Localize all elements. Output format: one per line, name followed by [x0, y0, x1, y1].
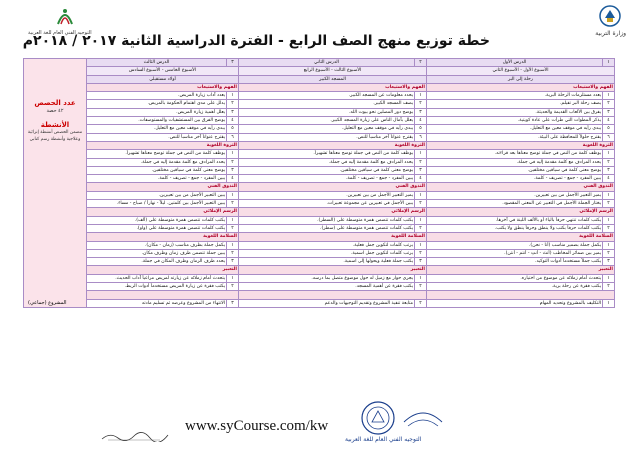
objective-number: ٢	[415, 299, 427, 307]
objective-number: ١	[603, 241, 615, 249]
objective-number: ٣	[415, 166, 427, 174]
website-url: www.syCourse.com/kw	[185, 418, 329, 434]
objective-number: ٣	[227, 258, 239, 266]
objective-number: ١	[415, 150, 427, 158]
section-title	[427, 291, 615, 299]
section-title: التذوق الفني	[239, 183, 427, 191]
objective-number: ٣	[227, 108, 239, 116]
objective-number: ١	[603, 274, 615, 282]
lesson-name: الدرس الأول	[427, 59, 603, 67]
objective-number: ٢	[603, 200, 615, 208]
objective-row	[24, 299, 615, 307]
objective-text: يرتب كلمات لتكوين جمل فعلية.	[239, 241, 415, 249]
objective-row	[24, 274, 615, 282]
lesson-number: ٣	[227, 59, 239, 67]
objective-row	[24, 92, 615, 100]
objective-number: ٣	[415, 108, 427, 116]
objective-row	[24, 200, 615, 208]
objective-text: يعلل أهمية زيارة المريض.	[87, 108, 227, 116]
ministry-logo-icon	[598, 4, 622, 28]
objective-number: ٢	[603, 224, 615, 232]
objective-number: ٥	[227, 125, 239, 133]
objective-number: ٤	[415, 117, 427, 125]
objective-number: ١	[227, 216, 239, 224]
lesson-topic: المسجد الكبير	[239, 75, 427, 83]
lesson-name: الدرس الثالث	[87, 59, 227, 67]
section-title	[87, 291, 239, 299]
objective-number: ٢	[415, 283, 427, 291]
lesson-weeks: الأسبوع الأول - الأسبوع الثاني	[427, 67, 615, 75]
objective-number: ٢	[603, 283, 615, 291]
objective-number: ٤	[227, 175, 239, 183]
objective-text: يبين جملة تتضمن ظرف زمان وظرف مكان.	[87, 249, 227, 257]
lesson-weeks: الأسبوع الثالث - الأسبوع الرابع	[239, 67, 427, 75]
lesson-number: ٢	[415, 59, 427, 67]
section-header-row	[24, 266, 615, 274]
section-title: الرسم الإملائي	[239, 208, 427, 216]
objective-text: يعلل بآمال الناس على زيارة المسجد الكبير.	[239, 117, 415, 125]
section-header-row	[24, 208, 615, 216]
objective-text: يقترح حلولاً للمحافظة على البيئة.	[427, 133, 603, 141]
seal-caption: التوجيه الفني العام للغة العربية	[345, 436, 422, 443]
objective-number: ٣	[603, 108, 615, 116]
lessons-row	[24, 59, 615, 67]
objective-row	[24, 158, 615, 166]
objective-text: يوضح الفرق بين المستشفيات والمستوصفات.	[87, 117, 227, 125]
objective-number: ١	[415, 241, 427, 249]
objective-number: ١	[603, 150, 615, 158]
objective-text: يحدد معلومات عن المسجد الكبير.	[239, 92, 415, 100]
objective-text: يقترح عنواناً آخر مناسباً للنص.	[239, 133, 415, 141]
objective-text: يبين التعبير الأجمل بين كلمتين. ليلاً - نهاراً / صباح - مساء.	[87, 200, 227, 208]
objective-text: يبين المفرد - جمع - تصريف - كلمة.	[239, 175, 415, 183]
objective-text: يكتب كلمات تتضمن همزة متوسطة على (واو).	[87, 224, 227, 232]
activities-text: تتضمن الحصص أنشطة إثرائية وعلاجية وأنشطة رسم كتابي	[27, 130, 83, 142]
objective-text: يوضح معنى كلمة في سياقين مختلفين.	[239, 166, 415, 174]
sessions-count-title: عدد الحصص	[34, 99, 76, 107]
objective-number: ٣	[603, 258, 615, 266]
objective-number: ١	[415, 274, 427, 282]
objective-row	[24, 241, 615, 249]
objective-number: ٣	[415, 258, 427, 266]
section-title: السلامة اللغوية	[239, 233, 427, 241]
objective-text: يميز التعبير الأجمل من بين تعبيرين.	[239, 191, 415, 199]
objective-number: ٤	[603, 175, 615, 183]
objective-text: يبين المفرد - جمع - تصريف - كلمة.	[87, 175, 227, 183]
stamp-icon	[400, 402, 446, 434]
objective-number: ٥	[415, 125, 427, 133]
objective-number: ٤	[415, 175, 427, 183]
objective-row	[24, 125, 615, 133]
objective-text: يكتب كلمات حرفاً بكتب ولا ينطق وحرفاً ينطق ولا يكتب.	[427, 224, 603, 232]
objective-text: يفرق بين الألعاب القديمة والحديثة.	[427, 108, 603, 116]
objective-text: يكتب كلمات تتضمن همزة متوسطة على (السطر).	[239, 216, 415, 224]
objective-row	[24, 133, 615, 141]
objective-row	[24, 258, 615, 266]
section-title	[239, 291, 427, 299]
section-title: الثروة اللغوية	[239, 141, 427, 149]
section-title: السلامة اللغوية	[427, 233, 615, 241]
section-header-row	[24, 141, 615, 149]
section-title: الثروة اللغوية	[87, 141, 239, 149]
objective-row	[24, 216, 615, 224]
objective-text: يتحدث أمام زملائه عن موضوع من اختياره.	[427, 274, 603, 282]
objective-number: ١	[603, 216, 615, 224]
objective-number: ٤	[603, 117, 615, 125]
objective-text: يبدي رأيه في موقف معين مع التعليل.	[427, 125, 603, 133]
objective-row	[24, 150, 615, 158]
objective-text: يوضح دور المصلين نحو بيوت الله.	[239, 108, 415, 116]
objective-number: ١	[227, 150, 239, 158]
objective-row	[24, 224, 615, 232]
objective-text: يجري حوار مع زميل له حول موضوع متصل بما درسه.	[239, 274, 415, 282]
objective-text: يكتب كلمات تتضمن همزة متوسطة على (سطر).	[239, 224, 415, 232]
objective-text: يصف المسجد الكبير.	[239, 100, 415, 108]
objective-row	[24, 108, 615, 116]
objective-text: يكتب فقرة عن أهمية المسجد.	[239, 283, 415, 291]
objective-number: ٢	[603, 100, 615, 108]
lesson-topic: رحلة إلى البر	[427, 75, 615, 83]
objective-number: ٢	[227, 283, 239, 291]
section-title: التعبير	[239, 266, 427, 274]
objective-row	[24, 166, 615, 174]
page-header	[0, 0, 640, 58]
lesson-number: ١	[603, 59, 615, 67]
objective-row	[24, 117, 615, 125]
section-header-row	[24, 183, 615, 191]
objective-number: ١	[415, 191, 427, 199]
objective-text: يحدد المرادف مع كلمة مقدمة إليه في جملة.	[427, 158, 603, 166]
sessions-count-value: ٤٢ حصة	[46, 108, 64, 114]
objective-row	[24, 283, 615, 291]
section-title: التعبير	[87, 266, 239, 274]
objective-text: يصف رحلة البر تفيلم.	[427, 100, 603, 108]
section-title: التذوق الفني	[427, 183, 615, 191]
objective-text: يحدد ظرف الزمان وظرف المكان في جملة.	[87, 258, 227, 266]
objective-text: يكمل جملة بظرف مناسب (زمان - مكان).	[87, 241, 227, 249]
objective-text: يميز بين ضمائر المخاطب (أنتَ - أنتِ - أنتم - أنتن).	[427, 249, 603, 257]
objective-number: ١	[603, 92, 615, 100]
section-title: التذوق الفني	[87, 183, 239, 191]
arabic-supervision-logo-icon	[52, 4, 78, 30]
ministry-name: وزارة التربية	[595, 30, 626, 37]
objective-number: ٢	[415, 158, 427, 166]
objective-row	[24, 249, 615, 257]
objective-number: ٢	[603, 158, 615, 166]
objective-text: يوظف كلمة من النص في جملة توضح معناها بعد قراءته.	[427, 150, 603, 158]
objective-text: يكتب جملة فعلية ويحولها إلى اسمية.	[239, 258, 415, 266]
section-header-row	[24, 233, 615, 241]
objective-number: ٢	[227, 100, 239, 108]
objective-text: يتحدث أمام زملائه عن زيارته لمريض مراعياً آداب الحديث.	[87, 274, 227, 282]
objective-text: يكتب كلمات تتضمن همزة متوسطة على (ألف).	[87, 216, 227, 224]
objective-number: ٦	[603, 133, 615, 141]
objective-text: يذكر المطوات التي طرأت على عادة كويتية.	[427, 117, 603, 125]
objective-text: يكتب فقرة عن رحلة برية.	[427, 283, 603, 291]
objective-text: يكتب جملاً مستخدماً أدوات التوكيد.	[427, 258, 603, 266]
objective-number: ٤	[227, 117, 239, 125]
objective-number: ٢	[603, 249, 615, 257]
activities-title: الأنشطة	[40, 121, 70, 129]
objective-row	[24, 175, 615, 183]
objective-row	[24, 191, 615, 199]
sidebar-info	[24, 59, 87, 308]
section-title: السلامة اللغوية	[87, 233, 239, 241]
objective-text: يكمل جملة بضمير مناسب (أنا - نحن).	[427, 241, 603, 249]
objective-number: ١	[603, 299, 615, 307]
section-title: التعبير	[427, 266, 615, 274]
objective-text: يدلل على مدى اهتمام الحكومة بالمريض.	[87, 100, 227, 108]
objective-text: الانتهاء من المشروع وعرضه ثم تسليم مادته	[87, 299, 227, 307]
objective-text: يوظف كلمة من النص في جملة توضح معناها تشهيراً.	[239, 150, 415, 158]
objective-text: يعدد آداب زيارة المريض.	[87, 92, 227, 100]
objective-text: يرتب كلمات لتكوين جمل اسمية.	[239, 249, 415, 257]
objective-number: ٢	[227, 158, 239, 166]
objective-text: يبدي رأيه في موقف معين مع التعليل.	[87, 125, 227, 133]
section-header-row	[24, 291, 615, 299]
supervision-name: التوجيه الفني العام للغة العربية	[28, 30, 92, 36]
objective-number: ١	[227, 191, 239, 199]
signature-icon	[100, 430, 170, 442]
objective-text: يحدد المرادف مع كلمة مقدمة إليه في جملة.	[239, 158, 415, 166]
section-title: الفهم والاستيعاب	[427, 83, 615, 91]
topics-row	[24, 75, 615, 83]
objective-text: يعدد مستلزمات الرحلة البرية.	[427, 92, 603, 100]
objective-text: يوضح معنى كلمة في سياقين مختلفين.	[87, 166, 227, 174]
objective-number: ١	[415, 216, 427, 224]
objective-text: يبين المفرد - جمع - تصريف - كلمة.	[427, 175, 603, 183]
section-title: الفهم والاستيعاب	[239, 83, 427, 91]
objective-text: يكتب فقرة عن زيارة المريض مستخدماً أدوات الربط.	[87, 283, 227, 291]
objective-number: ٢	[415, 200, 427, 208]
objective-number: ٦	[227, 133, 239, 141]
lesson-topic: أولاد مستقبلي	[87, 75, 239, 83]
objective-text: يبدي رأيه في موقف معين مع التعليل.	[239, 125, 415, 133]
objective-number: ١	[227, 92, 239, 100]
objective-text: يختار الجملة الأجمل في التعبير عن المعنى المقصود.	[427, 200, 603, 208]
objective-number: ٢	[227, 224, 239, 232]
objective-number: ١	[227, 274, 239, 282]
objective-text: يحدد المرادف مع كلمة مقدمة إليه في جملة.	[87, 158, 227, 166]
objective-number: ١	[227, 241, 239, 249]
section-header-row	[24, 83, 615, 91]
objective-number: ٢	[227, 200, 239, 208]
lesson-weeks: الأسبوع الخامس - الأسبوع السادس	[87, 67, 239, 75]
objective-text: يكتب كلمات تنتهي حرفاً بالياء أو بالألف اللينة في آخرها.	[427, 216, 603, 224]
objective-text: التكليف بالمشروع وتحديد المهام	[427, 299, 603, 307]
objective-number: ٣	[227, 166, 239, 174]
weeks-row	[24, 67, 615, 75]
objective-text: يبين الأجمل في تعبيرين عن مجموعة تعبيرات.	[239, 200, 415, 208]
section-title: الثروة اللغوية	[427, 141, 615, 149]
objective-text: يوظف كلمة من النص في جملة توضح معناها تشهيراً.	[87, 150, 227, 158]
official-seal-icon	[360, 400, 396, 436]
objective-number: ٦	[415, 133, 427, 141]
objective-number: ٥	[603, 125, 615, 133]
objective-number: ٢	[415, 100, 427, 108]
project-label: المشروع (جماعي)	[28, 300, 67, 307]
objective-number: ٣	[227, 299, 239, 307]
objective-text: متابعة تنفيذ المشروع وتقديم التوجيهات والدعم	[239, 299, 415, 307]
section-title: الرسم الإملائي	[427, 208, 615, 216]
objective-text: يميز التعبير الأجمل من بين تعبيرين.	[427, 191, 603, 199]
objective-text: يقترح عنواناً آخر مناسباً للنص.	[87, 133, 227, 141]
objective-number: ١	[415, 92, 427, 100]
objective-number: ٣	[603, 166, 615, 174]
objective-text: يبين التعبير الأجمل من بين تعبيرين.	[87, 191, 227, 199]
objective-text: يوضح معنى كلمة في سياقين مختلفين.	[427, 166, 603, 174]
objective-number: ٢	[415, 224, 427, 232]
section-title: الرسم الإملائي	[87, 208, 239, 216]
objective-number: ١	[603, 191, 615, 199]
curriculum-plan-table	[23, 58, 615, 308]
objective-number: ٢	[227, 249, 239, 257]
page-title: خطة توزيع منهج الصف الرابع - الفترة الدراسية الثانية ٢٠١٧ / ٢٠١٨م	[22, 33, 490, 49]
lesson-name: الدرس الثاني	[239, 59, 415, 67]
objective-number: ٢	[415, 249, 427, 257]
section-title: الفهم والاستيعاب	[87, 83, 239, 91]
objective-row	[24, 100, 615, 108]
